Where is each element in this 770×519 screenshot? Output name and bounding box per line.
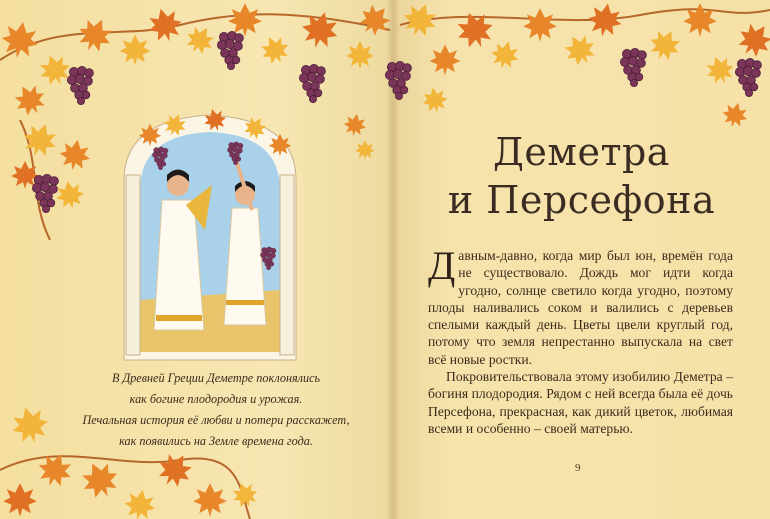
illustration-caption (78, 368, 354, 452)
story-paragraph-2: Покровительствовала этому изобилию Деметра – богиня плодородия. Рядом с ней всегда была её дочь Персефона, прекрасная, как дикий цветок, любимая всеми и особенно – своей матерью. (428, 369, 733, 436)
paragraph-1-text: авным-давно, когда мир был юн, времён года не существовало. Дождь мог идти когда угодно, солнце светило когда угодно, поэтому плоды наливались соком и валились с деревьев спелыми каждый день. Цветы цвели круглый год, потому что земля непрестанно выпускала на свет всё новые ростки. (428, 248, 733, 367)
story-title (393, 128, 770, 224)
illustration-demeter-persephone (124, 106, 296, 360)
caption-line: как появились на Земле времена года. (119, 434, 313, 448)
caption-line: В Древней Греции Деметре поклонялись (111, 371, 321, 385)
story-paragraph-1 (428, 243, 733, 368)
page-number: 9 (575, 462, 581, 474)
drop-cap: Д (428, 243, 456, 288)
title-line-1: Деметра (493, 130, 670, 174)
story-body (428, 243, 733, 437)
title-line-2: и Персефона (447, 178, 716, 222)
caption-line: Печальная история её любви и потери расскажет, (82, 413, 350, 427)
caption-line: как богине плодородия и урожая. (129, 392, 303, 406)
